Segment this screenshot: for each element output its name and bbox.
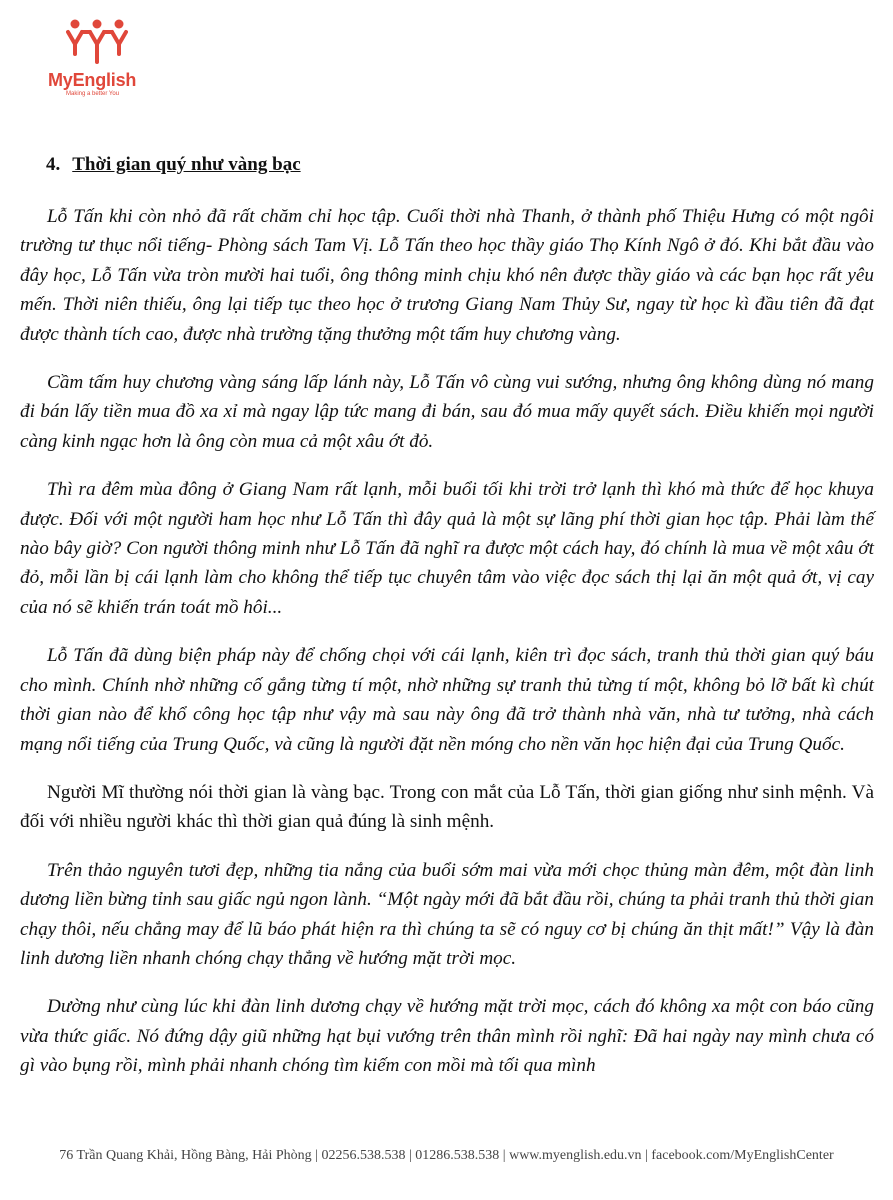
paragraph: Cầm tấm huy chương vàng sáng lấp lánh này, Lỗ Tấn vô cùng vui sướng, nhưng ông không dùng nó mang đi bán lấy tiền mua đồ xa xỉ mà ngay lập tức mang đi bán, sau đó mua mấy quyết sách. Điều khiến mọi người càng kinh ngạc hơn là ông còn mua cả một xâu ớt đỏ.: [20, 372, 874, 452]
section-heading: [46, 150, 874, 180]
paragraph: Thì ra đêm mùa đông ở Giang Nam rất lạnh, mỗi buổi tối khi trời trở lạnh thì khó mà thức để học khuya được. Đối với một người ham học như Lỗ Tấn thì đây quả là một sự lãng phí thời gian học tập. Phải làm thế nào bây giờ? Con người thông minh như Lỗ Tấn đã nghĩ ra được một cách hay, đó chính là mua về một xâu ớt đỏ, mỗi lần bị cái lạnh làm cho không thể tiếp tục chuyên tâm vào việc đọc sách thị lại ăn một quả ớt, vị cay của nó sẽ khiến trán toát mồ hôi...: [20, 479, 874, 618]
paragraph: Người Mĩ thường nói thời gian là vàng bạc. Trong con mắt của Lỗ Tấn, thời gian giống như sinh mệnh. Và đối với nhiều người khác thì thời gian quả đúng là sinh mệnh.: [20, 781, 874, 833]
people-logo-icon: [66, 18, 128, 68]
paragraph: Dường như cùng lúc khi đàn linh dương chạy về hướng mặt trời mọc, cách đó không xa một con báo cũng vừa thức giấc. Nó đứng dậy giũ những hạt bụi vướng trên thân mình rồi nghĩ: Đã hai ngày nay mình chưa có gì vào bụng rồi, mình phải nhanh chóng tìm kiếm con mồi mà tối qua mình: [20, 996, 874, 1077]
paragraph: Lỗ Tấn khi còn nhỏ đã rất chăm chỉ học tập. Cuối thời nhà Thanh, ở thành phố Thiệu Hưng có một ngôi trường tư thục nổi tiếng- Phòng sách Tam Vị. Lỗ Tấn theo học thầy giáo Thọ Kính Ngô ở đó. Khi bắt đầu vào đây học, Lỗ Tấn vừa tròn mười hai tuổi, ông thông minh chịu khó nên được thầy giáo và các bạn học rất yêu mến. Thời niên thiếu, ông lại tiếp tục theo học ở trương Giang Nam Thủy Sư, ngay từ học kì đầu tiên đã đạt được thành tích cao, được nhà trường tặng thưởng một tấm huy chương vàng.: [20, 206, 874, 345]
article: [20, 150, 874, 1100]
section-number: 4.: [46, 154, 61, 175]
page-footer: 76 Trần Quang Khải, Hồng Bàng, Hải Phòng | 02256.538.538 | 01286.538.538 | www.myenglish.edu.vn | facebook.com/MyEnglishCenter: [59, 1148, 834, 1163]
logo-tagline: Making a better You: [66, 91, 120, 97]
myenglish-logo: [44, 18, 154, 98]
paragraph: Trên thảo nguyên tươi đẹp, những tia nắng của buổi sớm mai vừa mới chọc thủng màn đêm, một đàn linh dương liền bừng tỉnh sau giấc ngủ ngon lành. “Một ngày mới đã bắt đầu rồi, chúng ta phải tranh thủ thời gian chạy thôi, nếu chẳng may để lũ báo phát hiện ra thì chúng ta sẽ có nguy cơ bị chúng ăn thịt mất!” Vậy là đàn linh dương liền nhanh chóng chạy thẳng về hướng mặt trời mọc.: [20, 859, 874, 969]
logo-wordmark: MyEnglish: [48, 70, 137, 90]
paragraph: Lỗ Tấn đã dùng biện pháp này để chống chọi với cái lạnh, kiên trì đọc sách, tranh thủ thời gian quý báu cho mình. Chính nhờ những cố gắng từng tí một, nhờ những sự tranh thủ từng tí một, không bỏ lỡ bất kì chút thời gian nào để khổ công học tập như vậy mà sau này ông đã trở thành nhà văn, nhà tư tưởng, nhà cách mạng nổi tiếng của Trung Quốc, và cũng là người đặt nền móng cho nền văn học hiện đại của Trung Quốc.: [20, 645, 874, 755]
section-title: Thời gian quý như vàng bạc: [72, 154, 301, 175]
